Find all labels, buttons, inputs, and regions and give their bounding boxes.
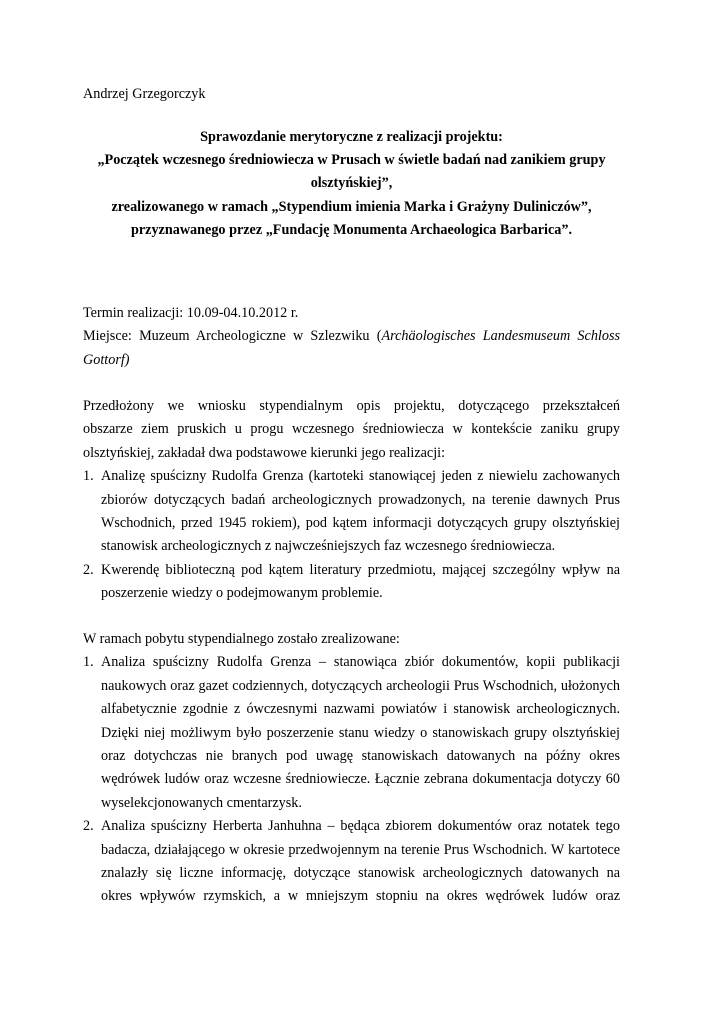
place-italic-continued: Gottorf) <box>83 351 130 368</box>
section-heading: W ramach pobytu stypendialnego zostało zrealizowane: <box>83 631 400 647</box>
list-number: 2. <box>83 818 94 835</box>
list-line: okres wpływów rzymskich, a w mniejszym stopniu na okres wędrówek ludów oraz <box>101 888 620 905</box>
realized-section <box>83 628 620 909</box>
title-line: przyznawanego przez „Fundację Monumenta Archaeologica Barbarica”. <box>130 221 573 238</box>
title-line: „Początek wczesnego średniowiecza w Prusach w świetle badań nad zanikiem grupy <box>97 152 606 169</box>
list-line: alfabetycznie zgodnie z ówczesnymi nazwami powiatów i stanowisk archeologicznych. <box>101 701 620 718</box>
report-title <box>83 126 620 242</box>
list-line: Kwerendę biblioteczną pod kątem literatury przedmiotu, mającej szczególny wpływ na <box>101 561 620 578</box>
list-line: znalazły się liczne informację, dotyczące stanowisk archeologicznych datowanych na <box>101 864 620 881</box>
paragraph-line: obszarze ziem pruskich u progu wczesnego średniowiecza w kontekście zaniku grupy <box>83 421 620 438</box>
list-number: 1. <box>83 654 94 671</box>
title-line: olsztyńskiej”, <box>310 175 393 192</box>
place-line-continued <box>83 349 620 372</box>
list-line: badacza, działającego w okresie przedwojennym na terenie Prus Wschodnich. W kartotece <box>101 841 620 858</box>
list-line: zbiorów dotyczących badań archeologicznych prowadzonych, na terenie dawnych Prus <box>101 491 620 508</box>
list-line: oraz dotychczas nie branych pod uwagę stanowiskach datowanych na późny okres <box>101 747 620 764</box>
list-line: naukowych oraz gazet codziennych, dotyczących archeologii Prus Wschodnich, ułożonych <box>101 677 620 694</box>
list-item <box>83 465 620 559</box>
term-line: Termin realizacji: 10.09-04.10.2012 r. <box>83 305 299 321</box>
paragraph-line: Przedłożony we wniosku stypendialnym opis projektu, dotyczącego przekształceń <box>83 398 620 414</box>
list-line: Analiza spuścizny Herberta Janhuhna – będąca zbiorem dokumentów oraz notatek tego <box>101 818 620 835</box>
list-item <box>83 559 620 606</box>
list-line: wędrówek ludów oraz wczesne średniowiecze. Łącznie zebrana dokumentacja dotyczy 60 <box>101 771 620 788</box>
title-line: Sprawozdanie merytoryczne z realizacji projektu: <box>200 129 503 145</box>
title-line: zrealizowanego w ramach „Stypendium imienia Marka i Grażyny Duliniczów”, <box>111 198 592 215</box>
list-line: Analizę spuścizny Rudolfa Grenza (kartoteki stanowiącej jeden z niewielu zachowanych <box>101 468 620 485</box>
list-item <box>83 651 620 815</box>
place-line <box>83 325 620 348</box>
author-name: Andrzej Grzegorczyk <box>83 86 206 102</box>
list-line: Analiza spuścizny Rudolfa Grenza – stanowiąca zbiór dokumentów, kopii publikacji <box>101 654 620 671</box>
list-line: wyselekcjonowanych cmentarzysk. <box>101 794 302 811</box>
paragraph-line: olsztyńskiej, zakładał dwa podstawowe kierunki jego realizacji: <box>83 444 446 461</box>
place-prefix: Miejsce: Muzeum Archeologiczne w Szlezwiku ( <box>83 328 382 345</box>
list-item <box>83 815 620 909</box>
list-line: poszerzenie wiedzy o podejmowanym problemie. <box>101 585 383 602</box>
list-number: 2. <box>83 561 94 578</box>
list-number: 1. <box>83 468 94 485</box>
project-meta <box>83 302 620 372</box>
list-line: Wschodnich, przed 1945 rokiem), pod kątem informacji dotyczących grupy olsztyńskiej <box>101 514 620 531</box>
list-line: Dzięki niej możliwym było poszerzenie stanu wiedzy o stanowiskach grupy olsztyńskiej <box>101 724 620 741</box>
intro-section <box>83 395 620 606</box>
place-italic: Archäologisches Landesmuseum Schloss <box>381 328 620 345</box>
list-line: stanowisk archeologicznych z najwcześniejszych faz wczesnego średniowiecza. <box>101 538 556 555</box>
